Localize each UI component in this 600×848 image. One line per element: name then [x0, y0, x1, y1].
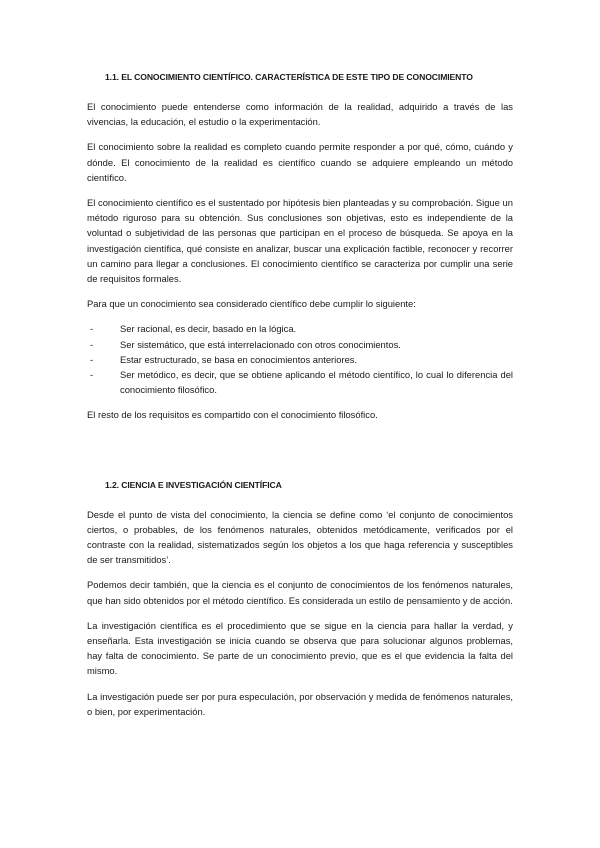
- bullet-dash: -: [90, 369, 94, 381]
- section-2-heading: 1.2. CIENCIA E INVESTIGACIÓN CIENTÍFICA: [105, 479, 282, 490]
- section-1-paragraph: Para que un conocimiento sea considerado científico debe cumplir lo siguiente:: [87, 298, 416, 310]
- section-2-paragraph: La investigación puede ser por pura especulación, por observación y medida de fenómenos naturales, o bien, por experimentación.: [87, 690, 513, 717]
- list-item: - Ser racional, es decir, basado en la lógica.: [87, 321, 513, 336]
- bullet-dash: -: [90, 323, 94, 335]
- section-1-heading: 1.1. EL CONOCIMIENTO CIENTÍFICO. CARACTERÍSTICA DE ESTE TIPO DE CONOCIMIENTO: [105, 72, 473, 82]
- section-2-paragraph: Desde el punto de vista del conocimiento, la ciencia se define como ‘el conjunto de conocimientos ciertos, o probables, de los fenómenos naturales, obtenidos metódicamente, verificados por el contraste con la realidad, sistematizados según los objetos a los que haga referencia y susceptibles de ser transmitidos’.: [87, 508, 513, 566]
- section-2-paragraph: Podemos decir también, que la ciencia es el conjunto de conocimientos de los fenómenos naturales, que han sido obtenidos por el método científico. Es considerada un estilo de pensamiento y de acción.: [87, 579, 513, 606]
- bullet-dash: -: [90, 353, 94, 365]
- section-1-paragraph: El conocimiento científico es el sustentado por hipótesis bien planteadas y su comprobación. Sigue un método riguroso para su obtención. Sus conclusiones son objetivas, esto es independiente de la voluntad o subjetividad de las personas que participan en el proceso de búsqueda. Se apoya en la investigación científica, qué consiste en analizar, buscar una explicación factible, reconocer y recorrer un camino para llegar a conclusiones. El conocimiento científico se caracteriza por cumplir una serie de requisitos formales.: [87, 197, 513, 285]
- section-1-paragraph: El conocimiento sobre la realidad es completo cuando permite responder a por qué, cómo, cuándo y dónde. El conocimiento de la realidad es científico cuando se adquiere empleando un método científico.: [87, 141, 513, 183]
- list-item: - Estar estructurado, se basa en conocimientos anteriores.: [87, 352, 513, 367]
- section-spacer: [87, 423, 513, 479]
- list-item: - Ser sistemático, que está interrelacionado con otros conocimientos.: [87, 337, 513, 352]
- list-item: - Ser metódico, es decir, que se obtiene aplicando el método científico, lo cual lo diferencia del conocimiento filosófico.: [90, 369, 513, 396]
- section-1-closing: El resto de los requisitos es compartido con el conocimiento filosófico.: [87, 409, 378, 421]
- section-2-paragraph: La investigación científica es el procedimiento que se sigue en la ciencia para hallar la verdad, y enseñarla. Esta investigación se inicia cuando se observa que para solucionar algunos problemas, hay falta de conocimiento. Se parte de un conocimiento previo, que es el que evidencia la falta del mismo.: [87, 619, 513, 677]
- requirements-list: [87, 321, 513, 397]
- bullet-dash: -: [90, 338, 94, 350]
- section-1-paragraph: El conocimiento puede entenderse como información de la realidad, adquirido a través de las vivencias, la educación, el estudio o la experimentación.: [87, 101, 513, 128]
